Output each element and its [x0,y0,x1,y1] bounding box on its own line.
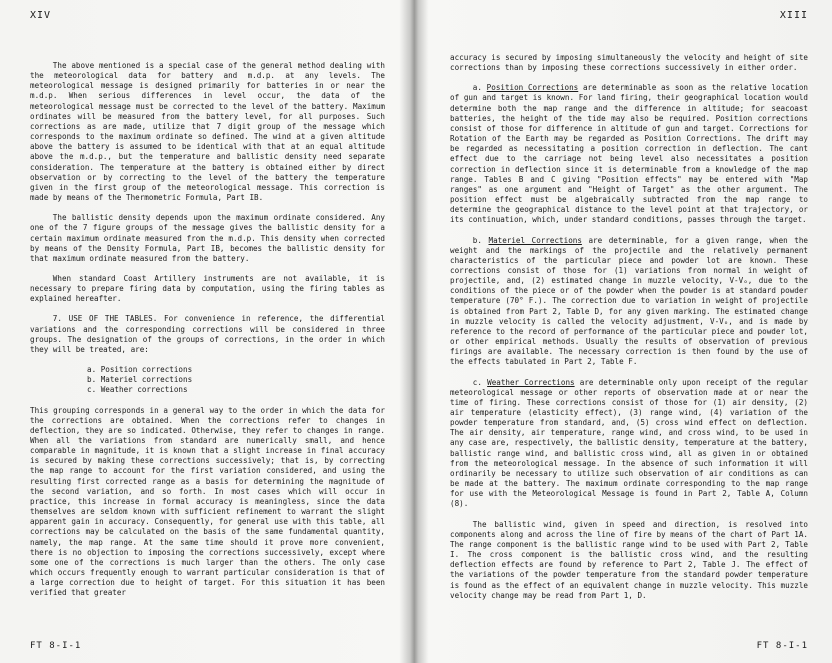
paragraph: When standard Coast Artillery instruments are not available, it is necessary to prepare firing data by computation, using the firing tables as explained hereafter. [30,273,385,304]
list-item: a. Position corrections [87,365,193,375]
section-text: are determinable as soon as the relative location of gun and target is known. For land firing, their geographical location would determine both the map range and the difference in altitude; for seacoast batteries, the height of the tide may also be required. Position corrections consist of those for difference in altitude of gun and target. Corrections for Rotation of the Earth may be regarded as Position Corrections. The drift may be regarded as necessitating a position correction in deflection. The cant effect due to the carriage not being level also necessitates a position correction in deflection since it is determinable from a knowledge of the map range. Tables B and C giving "Position effects" may be entered with "Map ranges" as one argument and "Height of Target" as the other argument. The position effect must be algebraically subtracted from the map range to determine the geographical distance to the level point at that trajectory, or its continuation, which, under standard conditions, passes through the target. [450,83,809,225]
list-item: b. Materiel corrections [87,375,193,385]
section-text: are determinable only upon receipt of the regular meteorological message or other reports of observation made at or near the time of firing. These corrections consist of those for (1) air density, (2) air temperature (elasticity effect), (3) range wind, (4) variation of the powder temperature from standard, and, (5) cross wind effect on deflection. The air density, air temperature, range wind, and cross wind, to be used in any case are, respectively, the ballistic density, temperature at the battery, ballistic range wind, and ballistic cross wind, all as given in or obtained from the meteorological message. In the absence of such information it will ordinarily be necessary to utilize such observation of air conditions as can be made at the battery. The maximum ordinate corresponding to the map range for use with the Meteorological Message is found in Part 2, Table A, Column (8). [450,377,808,509]
paragraph: This grouping corresponds in a general way to the order in which the data for the corrections are obtained. When the corrections refer to changes in deflection, they are so indicated. Otherwise, they refer to changes in range. When all the variations from standard are numerically small, and hence comparable in magnitude, it is known that a slight increase in final accuracy is secured by making these corrections successively; that is, by correcting the map range to account for the first variation considered, and using the resulting first corrected range as a basis for determining the magnitude of the second variation, and so forth. In most cases which will occur in practice, this increase in formal accuracy is meaningless, since the data themselves are seldom known with sufficient refinement to warrant the slight apparent gain in accuracy. Consequently, for general use with this table, all corrections may be calculated on the basis of the same fundamental quantity, namely, the map range. At the same time should it prove more convenient, there is no objection to imposing the corrections successively, except where some one of the corrections is much larger than the others. The only case which occurs frequently enough to warrant particular consideration is that of a large correction due to height of target. For this situation it has been verified that greater [30,405,385,598]
paragraph: The ballistic density depends upon the maximum ordinate considered. Any one of the 7 figure groups of the message gives the ballistic density for a certain maximum ordinate measured from the m.d.p. This density when corrected by means of the Density Formula, Part IB, becomes the ballistic density for that maximum ordinate measured from the battery. [30,213,385,263]
paragraph: accuracy is secured by imposing simultaneously the velocity and height of site corrections than by imposing these corrections successively in either order. [450,53,808,73]
section-materiel-corrections [450,236,808,368]
left-page-body [30,61,385,609]
correction-groups-list [30,365,385,395]
section-letter: a. [472,83,482,93]
page-number-header: XIII [779,10,808,21]
section-position-corrections [450,83,808,225]
right-page [420,0,832,663]
section-weather-corrections [450,378,808,510]
section-letter: c. [472,377,482,387]
paragraph: The above mentioned is a special case of the general method dealing with the meteorological data for battery and m.d.p. at any levels. The meteorological message is designed primarily for batteries in or near the m.d.p. When serious differences in level occur, the data of the meteorological message must be corrected to the level of the battery. Maximum ordinates will be measured from the battery level, for all purposes. Such corrections as are made, utilize that 7 digit group of the message which corresponds to the maximum ordinate so defined. The wind at a given altitude above the battery is assumed to be identical with that at an equal altitude above the m.d.p., but the temperature and ballistic density need separate consideration. The temperature at the battery is obtained either by direct observation or by correcting to the level of the battery the temperature given in the first group of the meteorological message. This correction is made by means of the Thermometric Formula, Part IB. [30,61,385,203]
left-page [0,0,410,663]
paragraph: The ballistic wind, given in speed and direction, is resolved into components along and across the line of fire by means of the chart of Part 1A. The range component is the ballistic range wind to be used with Part 2, Table I. The cross component is the ballistic cross wind, and the resulting deflection effects are found by reference to Part 2, Table J. The effect of the variations of the powder temperature from the standard powder temperature is found as the effect of an equivalent change in muzzle velocity. This muzzle velocity change may be read from Part 1, D. [450,519,808,600]
section-title: Position Corrections [486,83,579,93]
page-footer: FT 8-I-1 [30,641,82,651]
section-text: are determinable, for a given range, when the weight and the markings of the projectile and the relatively permanent characteristics of the particular piece and powder lot are known. These corrections consist of those for (1) variations from normal in weight of projectile, and, (2) estimated change in muzzle velocity, V-Vₒ, due to the conditions of the piece or of the powder when the powder is at standard powder temperature (70° F.). The correction due to variation in weight of projectile is obtained from Part 2, Table D, for any given marking. The estimated change in muzzle velocity is called the velocity adjustment, V-Vₒ, and is made by reference to the record of performance of the particular piece and powder lot, or other empirical methods. Usually the results of observation of previous firings are available. The necessary correction is then found by the use of the effects tabulated in Part 2, Table F. [450,235,809,367]
right-page-body [450,53,808,611]
section-title: Materiel Corrections [488,235,582,245]
page-number-header: XIV [30,10,52,21]
page-footer: FT 8-I-1 [756,641,808,651]
list-item: c. Weather corrections [87,385,188,395]
section-heading: 7. USE OF THE TABLES. For convenience in reference, the differential variations and the corresponding corrections will be considered in three groups. The designation of the groups of corrections, in the order in which they will be treated, are: [30,314,385,354]
section-letter: b. [472,235,482,245]
section-title: Weather Corrections [487,377,575,387]
